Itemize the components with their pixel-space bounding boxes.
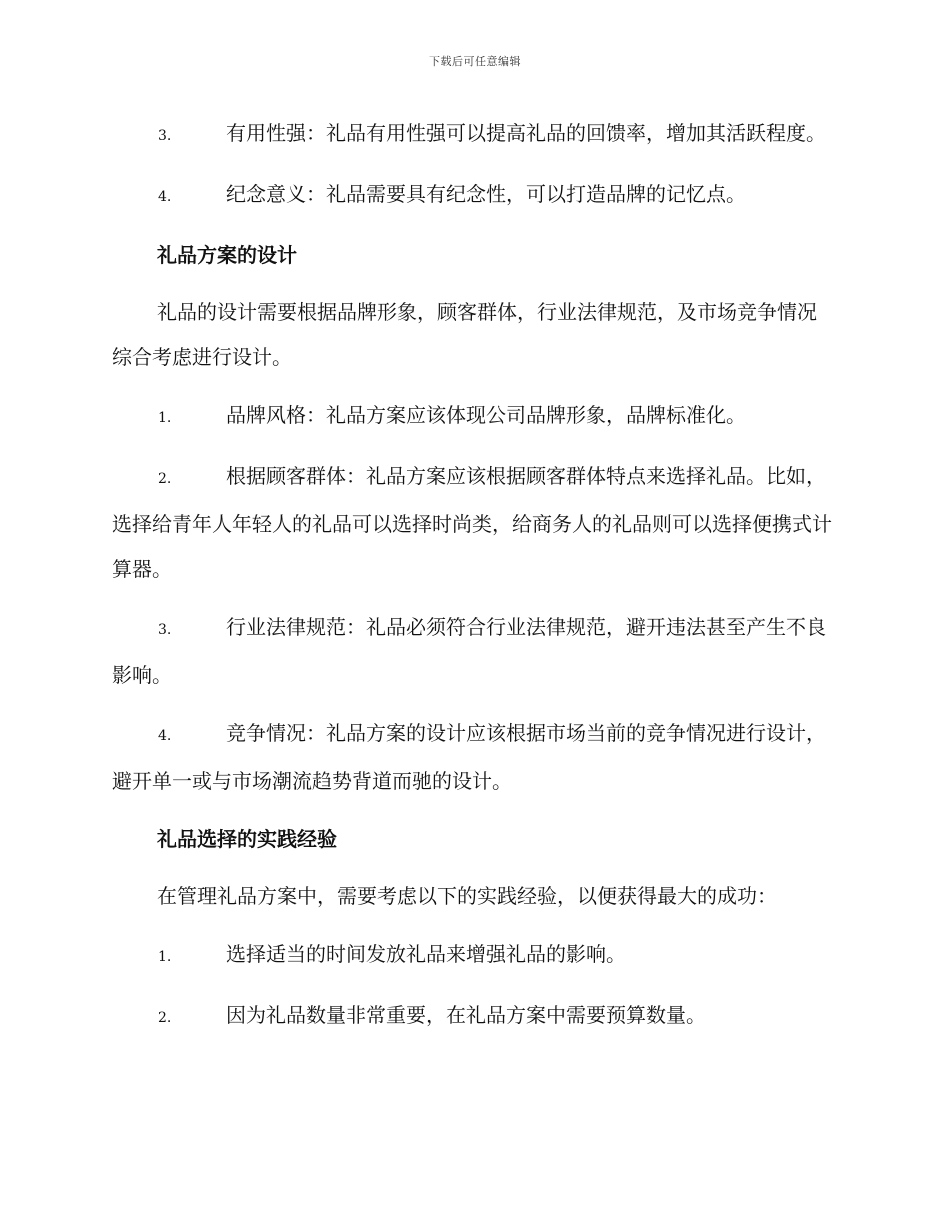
list-item-number: 4. (158, 189, 172, 205)
section-heading: 礼品选择的实践经验 (157, 827, 337, 851)
list-item-number: 4. (158, 728, 172, 744)
list-item (112, 932, 834, 980)
list-item-number: 2. (158, 1010, 172, 1026)
list-item (112, 111, 834, 159)
list-item-text: 竞争情况：礼品方案的设计应该根据市场当前的竞争情况进行设计，避开单一或与市场潮流趋势背道而驰的设计。 (112, 721, 826, 793)
list-item (112, 172, 834, 220)
list-item (112, 454, 834, 592)
page-header: 下载后可任意编辑 (429, 55, 521, 68)
list-item (112, 605, 834, 698)
section-intro: 礼品的设计需要根据品牌形象，顾客群体，行业法律规范，及市场竞争情况综合考虑进行设计。 (112, 300, 817, 369)
list-item (112, 711, 834, 804)
list-item-text: 因为礼品数量非常重要，在礼品方案中需要预算数量。 (226, 1003, 706, 1027)
list-item (112, 993, 834, 1041)
list-item-text: 有用性强：礼品有用性强可以提高礼品的回馈率，增加其活跃程度。 (226, 121, 826, 145)
document-body (112, 111, 834, 1054)
list-item-number: 1. (158, 949, 172, 965)
list-item-number: 1. (158, 410, 172, 426)
list-item-number: 2. (158, 471, 172, 487)
list-item-number: 3. (158, 622, 172, 638)
list-item-text: 行业法律规范：礼品必须符合行业法律规范，避开违法甚至产生不良影响。 (112, 615, 826, 687)
list-item-number: 3. (158, 128, 172, 144)
list-item-text: 品牌风格：礼品方案应该体现公司品牌形象，品牌标准化。 (226, 403, 746, 427)
section-intro: 在管理礼品方案中，需要考虑以下的实践经验，以便获得最大的成功： (157, 884, 777, 908)
section-heading: 礼品方案的设计 (157, 243, 297, 267)
list-item-text: 选择适当的时间发放礼品来增强礼品的影响。 (226, 942, 626, 966)
list-item-text: 根据顾客群体：礼品方案应该根据顾客群体特点来选择礼品。比如，选择给青年人年轻人的礼品可以选择时尚类，给商务人的礼品则可以选择便携式计算器。 (112, 464, 832, 581)
list-item-text: 纪念意义：礼品需要具有纪念性，可以打造品牌的记忆点。 (226, 182, 746, 206)
list-item (112, 393, 834, 441)
